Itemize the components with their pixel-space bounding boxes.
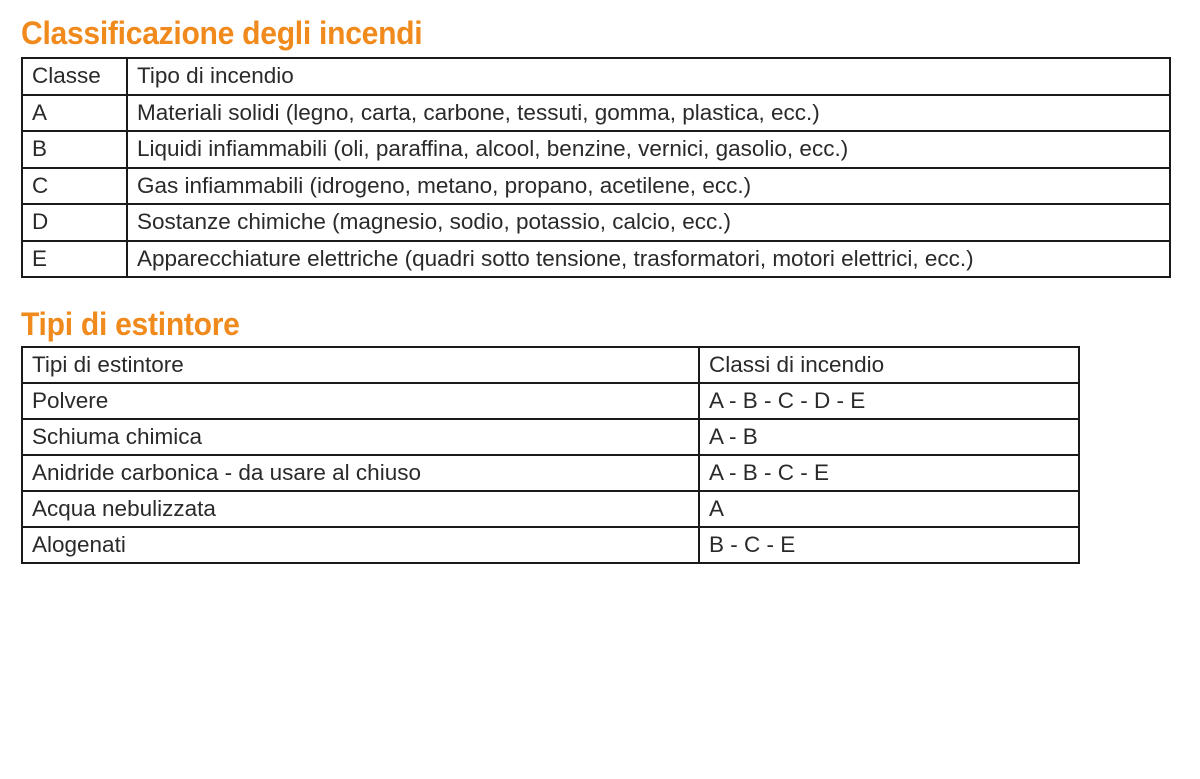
table-row [22, 131, 1170, 168]
extinguisher-types-title: Tipi di estintore [21, 306, 240, 342]
fire-type-cell: Gas infiammabili (idrogeno, metano, propano, acetilene, ecc.) [127, 168, 1170, 205]
fire-classes-cell: A [699, 491, 1079, 527]
extinguisher-type-cell: Anidride carbonica - da usare al chiuso [22, 455, 699, 491]
fire-type-cell: Apparecchiature elettriche (quadri sotto tensione, trasformatori, motori elettrici, ecc.) [127, 241, 1170, 278]
table-row [22, 527, 1079, 563]
fire-classes-cell: A - B [699, 419, 1079, 455]
extinguisher-type-cell: Schiuma chimica [22, 419, 699, 455]
table-row [22, 383, 1079, 419]
extinguisher-types-table [21, 346, 1080, 564]
extinguisher-type-cell: Alogenati [22, 527, 699, 563]
fire-type-cell: Sostanze chimiche (magnesio, sodio, potassio, calcio, ecc.) [127, 204, 1170, 241]
table-header-row [22, 58, 1170, 95]
fire-classes-cell: A - B - C - D - E [699, 383, 1079, 419]
fire-classes-cell: B - C - E [699, 527, 1079, 563]
column-header-class: Classe [22, 58, 127, 95]
fire-type-cell: Materiali solidi (legno, carta, carbone, tessuti, gomma, plastica, ecc.) [127, 95, 1170, 132]
fire-class-cell: C [22, 168, 127, 205]
extinguisher-type-cell: Acqua nebulizzata [22, 491, 699, 527]
fire-class-cell: A [22, 95, 127, 132]
table-row [22, 491, 1079, 527]
extinguisher-type-cell: Polvere [22, 383, 699, 419]
fire-class-cell: B [22, 131, 127, 168]
table-row [22, 204, 1170, 241]
fire-classification-title: Classificazione degli incendi [21, 15, 423, 51]
fire-class-cell: D [22, 204, 127, 241]
column-header-fire-type: Tipo di incendio [127, 58, 1170, 95]
table-row [22, 95, 1170, 132]
fire-classes-cell: A - B - C - E [699, 455, 1079, 491]
table-row [22, 455, 1079, 491]
fire-classification-table [21, 57, 1171, 278]
table-header-row [22, 347, 1079, 383]
column-header-extinguisher-type: Tipi di estintore [22, 347, 699, 383]
table-row [22, 168, 1170, 205]
fire-class-cell: E [22, 241, 127, 278]
table-row [22, 241, 1170, 278]
fire-type-cell: Liquidi infiammabili (oli, paraffina, alcool, benzine, vernici, gasolio, ecc.) [127, 131, 1170, 168]
column-header-fire-classes: Classi di incendio [699, 347, 1079, 383]
table-row [22, 419, 1079, 455]
